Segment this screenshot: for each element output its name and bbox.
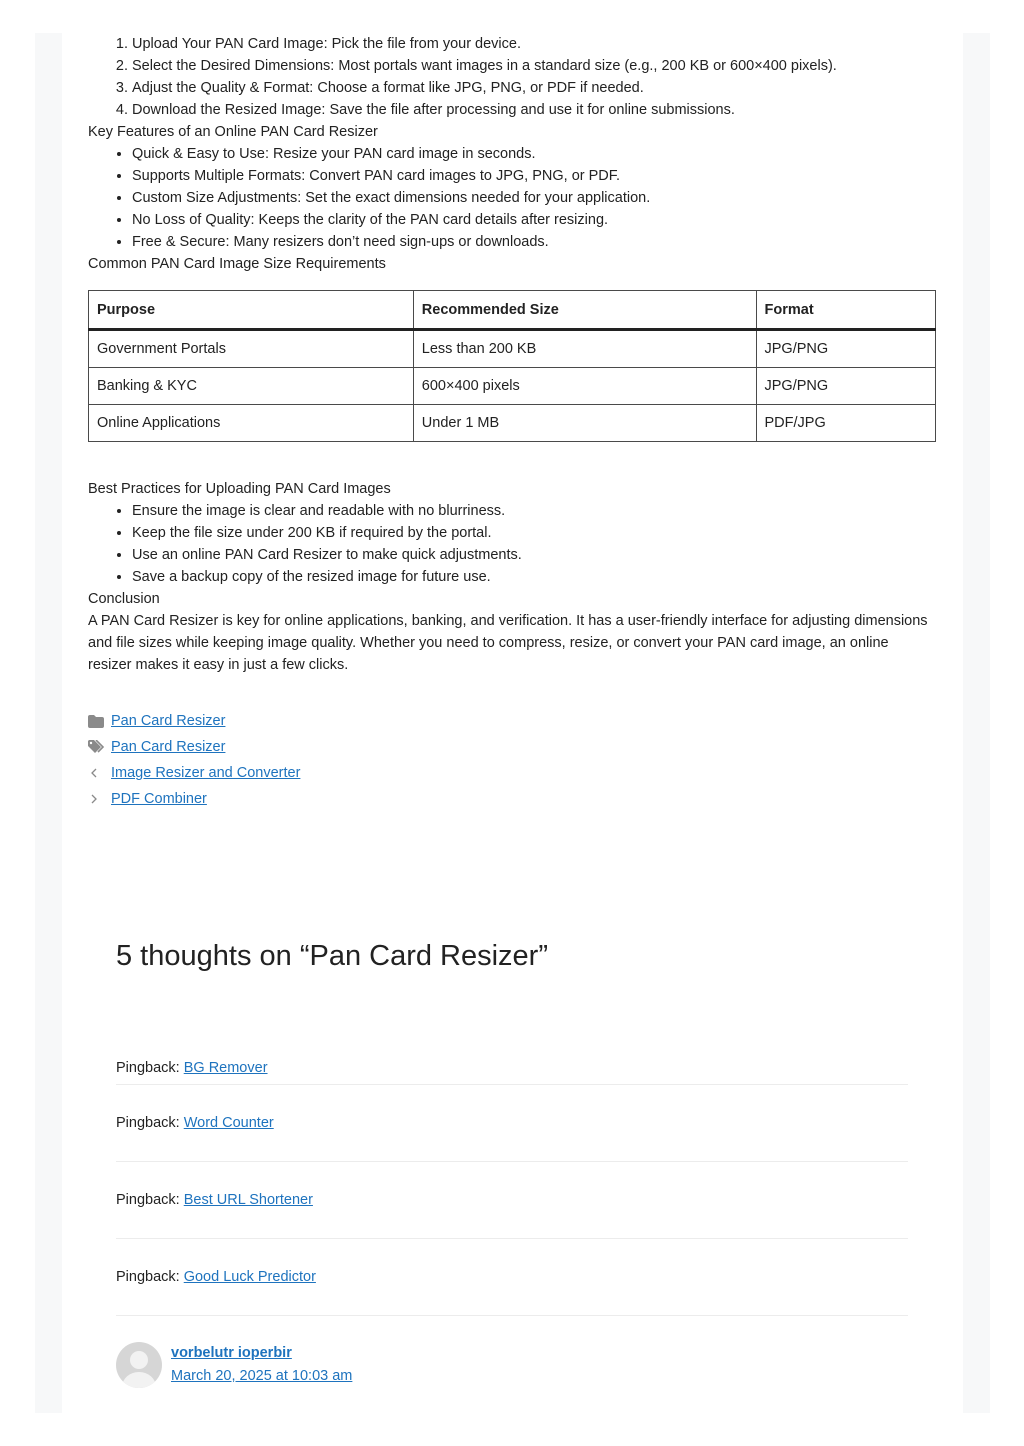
pingback-item <box>116 1085 908 1162</box>
comments-title: 5 thoughts on “Pan Card Resizer” <box>116 940 548 972</box>
avatar <box>116 1342 162 1388</box>
table-cell: PDF/JPG <box>756 405 936 442</box>
table-cell: Under 1 MB <box>413 405 756 442</box>
prev-post-row <box>88 760 936 786</box>
steps-list <box>88 33 936 121</box>
right-gutter <box>963 33 990 1413</box>
column-header: Purpose <box>89 291 414 330</box>
pingback-link[interactable]: Good Luck Predictor <box>183 1269 316 1285</box>
table-cell: Banking & KYC <box>89 368 414 405</box>
pingback-item <box>116 1162 908 1239</box>
practices-heading: Best Practices for Uploading PAN Card Images <box>88 481 391 497</box>
left-gutter <box>35 33 62 1413</box>
size-requirements-table <box>88 290 936 442</box>
pingback-label: Pingback: <box>116 1115 180 1131</box>
pingback-item <box>116 982 908 1085</box>
list-item: 1. Upload Your PAN Card Image: Pick the file from your device. <box>132 33 936 55</box>
list-item: • Use an online PAN Card Resizer to make quick adjustments. <box>132 544 936 566</box>
table-cell: 600×400 pixels <box>413 368 756 405</box>
comments-section <box>116 930 908 1388</box>
column-header: Format <box>756 291 936 330</box>
chevron-right-icon <box>88 793 111 805</box>
comment <box>116 1342 908 1388</box>
pingback-item <box>116 1239 908 1316</box>
table-cell: JPG/PNG <box>756 368 936 405</box>
column-header: Recommended Size <box>413 291 756 330</box>
table-row <box>89 330 936 368</box>
comment-author-info <box>171 1342 352 1388</box>
comment-date-link[interactable]: March 20, 2025 at 10:03 am <box>171 1368 353 1384</box>
article-content <box>88 33 936 812</box>
list-item: • Custom Size Adjustments: Set the exact dimensions needed for your application. <box>132 187 936 209</box>
features-heading: Key Features of an Online PAN Card Resizer <box>88 124 378 140</box>
table-cell: Less than 200 KB <box>413 330 756 368</box>
list-item: • Ensure the image is clear and readable with no blurriness. <box>132 500 936 522</box>
list-item: • Quick & Easy to Use: Resize your PAN card image in seconds. <box>132 143 936 165</box>
folder-icon <box>88 715 111 728</box>
list-item: • Save a backup copy of the resized image for future use. <box>132 566 936 588</box>
table-row <box>89 368 936 405</box>
pingback-label: Pingback: <box>116 1060 180 1076</box>
table-row <box>89 405 936 442</box>
conclusion-heading: Conclusion <box>88 591 160 607</box>
pingback-link[interactable]: Word Counter <box>183 1115 274 1131</box>
chevron-left-icon <box>88 767 111 779</box>
pingback-label: Pingback: <box>116 1192 180 1208</box>
tag-row <box>88 734 936 760</box>
category-link[interactable]: Pan Card Resizer <box>111 713 226 729</box>
next-post-row <box>88 786 936 812</box>
practices-list <box>88 500 936 588</box>
prev-post-link[interactable]: Image Resizer and Converter <box>111 765 301 781</box>
category-row <box>88 708 936 734</box>
table-heading: Common PAN Card Image Size Requirements <box>88 256 386 272</box>
list-item: • No Loss of Quality: Keeps the clarity of the PAN card details after resizing. <box>132 209 936 231</box>
next-post-link[interactable]: PDF Combiner <box>111 791 207 807</box>
comment-author-link[interactable]: vorbelutr ioperbir <box>171 1345 292 1361</box>
list-item: 2. Select the Desired Dimensions: Most portals want images in a standard size (e.g., 200 KB or 600×400 pixels). <box>132 55 936 77</box>
list-item: • Free & Secure: Many resizers don’t need sign-ups or downloads. <box>132 231 936 253</box>
list-item: • Keep the file size under 200 KB if required by the portal. <box>132 522 936 544</box>
table-header-row <box>89 291 936 330</box>
table-cell: Government Portals <box>89 330 414 368</box>
pingback-link[interactable]: BG Remover <box>183 1060 268 1076</box>
post-meta <box>88 708 936 812</box>
list-item: 3. Adjust the Quality & Format: Choose a format like JPG, PNG, or PDF if needed. <box>132 77 936 99</box>
list-item: 4. Download the Resized Image: Save the file after processing and use it for online submissions. <box>132 99 936 121</box>
pingback-link[interactable]: Best URL Shortener <box>183 1192 313 1208</box>
list-item: • Supports Multiple Formats: Convert PAN card images to JPG, PNG, or PDF. <box>132 165 936 187</box>
tags-icon <box>88 740 111 754</box>
features-list <box>88 143 936 253</box>
table-cell: JPG/PNG <box>756 330 936 368</box>
pingback-label: Pingback: <box>116 1269 180 1285</box>
tag-link[interactable]: Pan Card Resizer <box>111 739 226 755</box>
conclusion-text: A PAN Card Resizer is key for online applications, banking, and verification. It has a user-friendly interface for adjusting dimensions and file sizes while keeping image quality. Whether you need to compress, resize, or convert your PAN card image, an online resizer makes it easy in just a few clicks. <box>88 613 928 673</box>
table-cell: Online Applications <box>89 405 414 442</box>
